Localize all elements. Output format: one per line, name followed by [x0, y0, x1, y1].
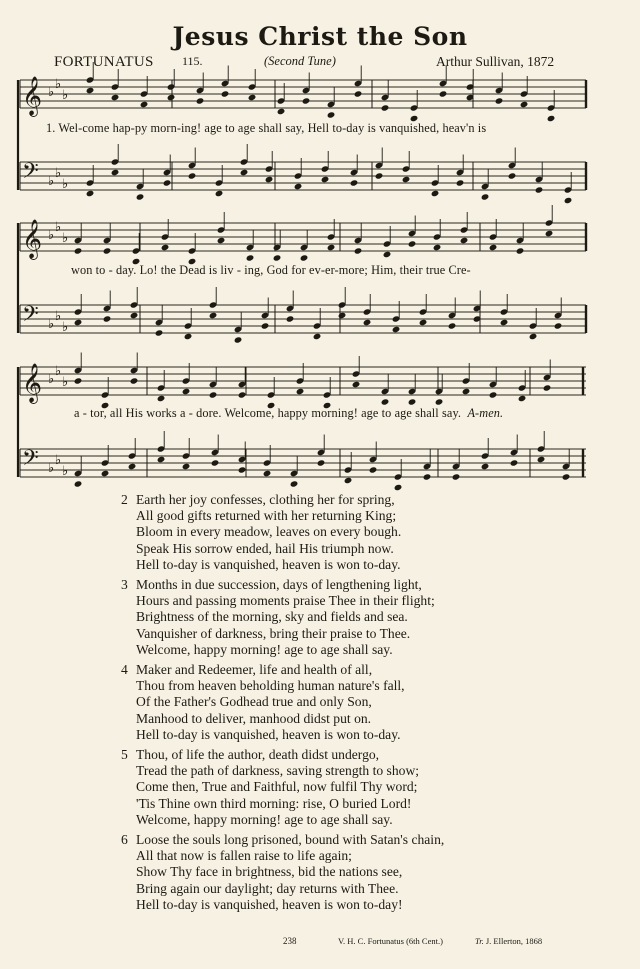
note-head: [209, 391, 218, 398]
flat-icon: ♭: [55, 77, 62, 92]
flat-icon: ♭: [55, 309, 62, 324]
page-number: 238: [283, 936, 297, 946]
translator-credit: [475, 936, 542, 946]
verse-3: [0, 577, 640, 658]
note-head: [448, 322, 457, 329]
note-head: [217, 237, 226, 244]
lyric-line-1: 1. Wel-come hap-py morn-ing! age to age shall say, Hell to-day is vanquished, heav'n is: [46, 121, 487, 135]
note-head: [462, 388, 471, 395]
treble-clef-icon: 𝄞: [22, 219, 43, 259]
note-head: [508, 172, 517, 179]
note-head: [290, 480, 299, 487]
note-head: [375, 172, 384, 179]
verse-line: Manhood to deliver, manhood didst put on.: [136, 710, 372, 726]
note-head: [408, 398, 417, 405]
note-head: [433, 244, 442, 251]
verse-line: Earth her joy confesses, clothing her for spring,: [136, 492, 395, 507]
note-head: [74, 377, 83, 384]
note-head: [246, 254, 255, 261]
note-head: [313, 333, 322, 340]
verse-line: Hell to-day is vanquished, heaven is won to-day!: [136, 896, 403, 912]
flat-icon: ♭: [62, 375, 69, 390]
note-head: [554, 322, 563, 329]
note-head: [182, 463, 191, 470]
note-head: [221, 90, 230, 97]
note-head: [408, 240, 417, 247]
note-head: [128, 463, 137, 470]
note-head: [86, 87, 95, 94]
verse-line: Speak His sorrow ended, hail His triumph now.: [136, 540, 394, 556]
note-head: [196, 97, 205, 104]
note-head: [402, 176, 411, 183]
bass-clef-icon: 𝄢: [22, 302, 39, 332]
note-head: [161, 244, 170, 251]
note-head: [547, 115, 556, 122]
note-head: [155, 329, 164, 336]
flat-icon: ♭: [48, 372, 55, 387]
note-head: [500, 319, 509, 326]
verse-number: 6: [121, 832, 128, 848]
text-source: V. H. C. Fortunatus (6th Cent.): [338, 936, 443, 946]
note-head: [383, 251, 392, 258]
verse-line: Bring again our daylight; day returns with Thee.: [136, 880, 399, 896]
note-head: [238, 466, 247, 473]
note-head: [489, 391, 498, 398]
flat-icon: ♭: [62, 177, 69, 192]
flat-icon: ♭: [55, 166, 62, 181]
note-head: [188, 172, 197, 179]
note-head: [296, 388, 305, 395]
note-head: [163, 179, 172, 186]
note-head: [481, 463, 490, 470]
note-head: [261, 322, 270, 329]
note-head: [495, 97, 504, 104]
note-head: [350, 179, 359, 186]
verse-line: Welcome, happy morning! age to age shall say.: [136, 811, 393, 827]
flat-icon: ♭: [62, 231, 69, 246]
note-head: [369, 466, 378, 473]
note-head: [248, 94, 257, 101]
lyric-line-3-text: a - tor, all His works a - dore. Welcome, happy morning! age to age shall say.: [74, 406, 462, 420]
note-head: [435, 398, 444, 405]
note-head: [381, 104, 390, 111]
flat-icon: ♭: [48, 317, 55, 332]
note-head: [294, 183, 303, 190]
verse-line: Of the Father's Godhead true and only Son,: [136, 694, 372, 710]
flat-icon: ♭: [62, 464, 69, 479]
verse-6: [0, 832, 640, 913]
verse-line: Hours and passing moments praise Thee in their flight;: [136, 593, 435, 609]
note-head: [74, 319, 83, 326]
bass-clef-icon: 𝄢: [22, 446, 39, 476]
verse-line: Hell to-day is vanquished, heaven is won to-day.: [136, 556, 401, 572]
note-head: [277, 108, 286, 115]
note-head: [460, 237, 469, 244]
note-head: [394, 484, 403, 491]
note-head: [327, 111, 336, 118]
note-head: [240, 169, 249, 176]
flat-icon: ♭: [55, 453, 62, 468]
note-head: [354, 90, 363, 97]
note-head: [215, 190, 224, 197]
note-head: [545, 230, 554, 237]
verse-line: All good gifts returned with her returning King;: [136, 508, 397, 524]
note-head: [562, 473, 571, 480]
note-head: [481, 193, 490, 200]
note-head: [263, 470, 272, 477]
note-head: [238, 391, 247, 398]
note-head: [392, 326, 401, 333]
note-head: [103, 247, 112, 254]
verse-list: [0, 492, 640, 917]
note-head: [381, 398, 390, 405]
lyric-line-3: [74, 406, 503, 421]
note-head: [140, 101, 149, 108]
verse-line: Loose the souls long prisoned, bound with Satan's chain,: [136, 832, 445, 848]
hymn-title: Jesus Christ the Son: [172, 22, 468, 51]
note-head: [431, 190, 440, 197]
note-head: [136, 193, 145, 200]
note-head: [363, 319, 372, 326]
note-head: [286, 315, 295, 322]
note-head: [273, 254, 282, 261]
note-head: [167, 94, 176, 101]
flat-icon: ♭: [55, 220, 62, 235]
verse-number: 5: [121, 747, 128, 763]
tune-note: (Second Tune): [264, 54, 336, 68]
note-head: [516, 247, 525, 254]
lyric-line-2: won to - day. Lo! the Dead is liv - ing, God for ev-er-more; Him, their true Cre-: [71, 263, 471, 277]
verse-line: Tread the path of darkness, saving strength to show;: [136, 763, 420, 779]
note-head: [209, 312, 218, 319]
flat-icon: ♭: [48, 228, 55, 243]
note-head: [101, 470, 110, 477]
verse-line: Show Thy face in brightness, bid the nations see,: [136, 864, 403, 880]
hymn-number: 115.: [182, 54, 203, 68]
note-head: [535, 186, 544, 193]
verse-2: [0, 492, 640, 573]
note-head: [564, 197, 573, 204]
composer-credit: Arthur Sullivan, 1872: [436, 54, 555, 69]
verse-number: 4: [121, 662, 128, 678]
verse-number: 3: [121, 577, 128, 593]
note-head: [489, 244, 498, 251]
note-head: [86, 190, 95, 197]
note-head: [338, 312, 347, 319]
note-head: [419, 319, 428, 326]
note-head: [327, 244, 336, 251]
note-head: [423, 473, 432, 480]
note-head: [234, 336, 243, 343]
note-head: [354, 247, 363, 254]
tune-name: FORTUNATUS: [54, 54, 154, 70]
note-head: [157, 395, 166, 402]
treble-clef-icon: 𝄞: [22, 363, 43, 403]
note-head: [265, 176, 274, 183]
verse-4: [0, 662, 640, 743]
note-head: [130, 377, 139, 384]
verse-line: Brightness of the morning, sky and fields and sea.: [136, 609, 408, 625]
translator-name: J. Ellerton, 1868: [485, 936, 543, 946]
note-head: [456, 179, 465, 186]
note-head: [300, 254, 309, 261]
note-head: [184, 333, 193, 340]
verse-line: Come then, True and Faithful, now fulfil Thy word;: [136, 779, 418, 795]
verse-line: Maker and Redeemer, life and health of all,: [136, 662, 373, 678]
verse-line: Welcome, happy morning! age to age shall say.: [136, 641, 393, 657]
note-head: [510, 459, 519, 466]
note-head: [111, 169, 120, 176]
verse-line: Thou from heaven beholding human nature's fall,: [136, 678, 405, 694]
note-head: [518, 395, 527, 402]
treble-clef-icon: 𝄞: [22, 76, 43, 116]
note-head: [111, 94, 120, 101]
flat-icon: ♭: [48, 174, 55, 189]
note-head: [317, 459, 326, 466]
verse-line: Thou, of life the author, death didst undergo,: [136, 747, 380, 763]
note-head: [439, 90, 448, 97]
note-head: [211, 459, 220, 466]
note-head: [130, 312, 139, 319]
note-head: [74, 480, 83, 487]
note-head: [529, 333, 538, 340]
note-head: [543, 384, 552, 391]
note-head: [344, 477, 353, 484]
verse-line: Hell to-day is vanquished, heaven is won to-day.: [136, 726, 401, 742]
note-head: [352, 381, 361, 388]
verse-line: All that now is fallen raise to life again;: [136, 848, 352, 864]
verse-5: [0, 747, 640, 828]
flat-icon: ♭: [62, 320, 69, 335]
verse-number: 2: [121, 492, 128, 507]
flat-icon: ♭: [48, 85, 55, 100]
amen-text: A-men.: [467, 406, 504, 420]
note-head: [302, 97, 311, 104]
flat-icon: ♭: [55, 364, 62, 379]
flat-icon: ♭: [48, 461, 55, 476]
note-head: [452, 473, 461, 480]
note-head: [537, 456, 546, 463]
note-head: [520, 101, 529, 108]
verse-line: Vanquisher of darkness, bring their praise to Thee.: [136, 625, 411, 641]
note-head: [321, 176, 330, 183]
verse-line: Bloom in every meadow, leaves on every bough.: [136, 524, 402, 540]
flat-icon: ♭: [62, 88, 69, 103]
bass-clef-icon: 𝄢: [22, 159, 39, 189]
verse-line: Months in due succession, days of lengthening light,: [136, 577, 422, 593]
verse-line: 'Tis Thine own third morning: rise, O buried Lord!: [136, 795, 412, 811]
translator-prefix: Tr.: [475, 936, 484, 946]
note-head: [74, 247, 83, 254]
note-head: [182, 388, 191, 395]
note-head: [157, 456, 166, 463]
note-head: [103, 315, 112, 322]
